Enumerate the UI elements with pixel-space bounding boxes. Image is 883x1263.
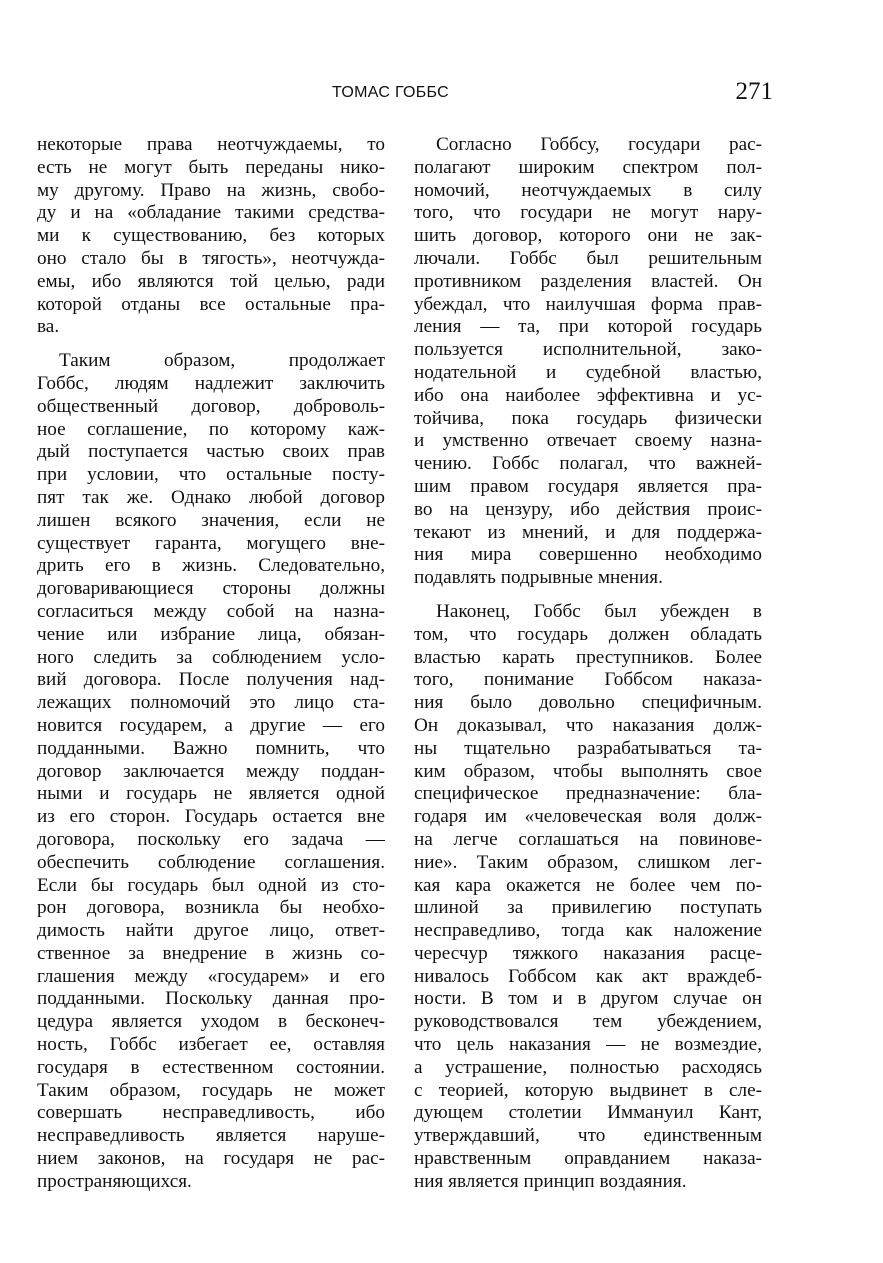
text-line: и умственно отвечает своему назна-	[414, 430, 762, 452]
text-line: руководствовался тем убеждением,	[414, 1011, 762, 1033]
text-line: шим правом государя является пра-	[414, 475, 762, 497]
text-line: ибо она наиболее эффективна и ус-	[414, 384, 762, 406]
text-line: утверждавший, что единственным	[414, 1125, 762, 1147]
text-line: подавлять подрывные мнения.	[414, 567, 663, 589]
paragraph-gap	[414, 590, 762, 601]
text-line: дрить его в жизнь. Следовательно,	[37, 555, 385, 577]
text-line: ности. В том и в другом случае он	[414, 988, 762, 1010]
text-line: номочий, неотчуждаемых в силу	[414, 179, 762, 201]
text-line: ние». Таким образом, слишком лег-	[414, 851, 762, 873]
text-line: некоторые права неотчуждаемы, то	[37, 134, 385, 155]
text-line: что цель наказания — не возмездие,	[414, 1034, 762, 1056]
text-line: шить договор, которого они не зак-	[414, 225, 762, 247]
text-line: Гоббс, людям надлежит заключить	[37, 372, 385, 394]
text-line: есть не могут быть переданы нико-	[37, 156, 385, 178]
text-line: существует гаранта, могущего вне-	[37, 532, 385, 554]
text-line: текают из мнений, и для поддержа-	[414, 521, 762, 543]
text-line: чению. Гоббс полагал, что важней-	[414, 453, 762, 475]
text-line: новится государем, а другие — его	[37, 714, 385, 736]
text-line: ными и государь не является одной	[37, 783, 385, 805]
text-line: Он доказывал, что наказания долж-	[414, 714, 762, 736]
text-line: Наконец, Гоббс был убежден в	[436, 600, 762, 622]
text-line: во на цензуру, ибо действия проис-	[414, 498, 762, 520]
text-line: совершать несправедливость, ибо	[37, 1102, 385, 1124]
text-line: государя в естественном состоянии.	[37, 1056, 385, 1078]
text-line: властью карать преступников. Более	[414, 646, 762, 668]
text-line: ного следить за соблюдением усло-	[37, 646, 385, 668]
text-line: ность, Гоббс избегает ее, оставляя	[37, 1034, 385, 1056]
text-line: ния мира совершенно необходимо	[414, 544, 762, 566]
text-line: оно стало бы в тягость», неотчужда-	[37, 247, 385, 269]
right-column	[414, 134, 762, 1194]
text-line: несправедливо, тогда как наложение	[414, 920, 762, 942]
text-line: которой отданы все остальные пра-	[37, 293, 385, 315]
text-line: договора, поскольку его задача —	[37, 828, 385, 850]
text-line: ны тщательно разрабатываться та-	[414, 737, 762, 759]
text-line: нием законов, на государя не рас-	[37, 1148, 385, 1170]
text-line: годаря им «человеческая воля долж-	[414, 806, 762, 828]
text-line: му другому. Право на жизнь, свобо-	[37, 179, 385, 201]
paragraph	[37, 350, 385, 1193]
text-line: пользуется исполнительной, зако-	[414, 339, 762, 361]
text-line: подданными. Поскольку данная про-	[37, 988, 385, 1010]
text-line: обеспечить соблюдение соглашения.	[37, 851, 385, 873]
text-line: глашения между «государем» и его	[37, 965, 385, 987]
text-line: договаривающиеся стороны должны	[37, 578, 385, 600]
text-line: том, что государь должен обладать	[414, 623, 762, 645]
text-line: согласиться между собой на назна-	[37, 600, 385, 622]
text-line: убеждал, что наилучшая форма прав-	[414, 293, 762, 315]
text-line: ное соглашение, по которому каж-	[37, 418, 385, 440]
text-line: договор заключается между поддан-	[37, 760, 385, 782]
text-line: тойчива, пока государь физически	[414, 407, 762, 429]
text-line: ми к существованию, без которых	[37, 225, 385, 247]
text-line: кая кара окажется не более чем по-	[414, 874, 762, 896]
text-line: рон договора, возникла бы необхо-	[37, 897, 385, 919]
text-line: вий договора. После получения над-	[37, 669, 385, 691]
text-line: ва.	[37, 316, 60, 338]
text-line: ния было довольно специфичным.	[414, 692, 762, 714]
paragraph	[37, 134, 385, 339]
text-line: лючали. Гоббс был решительным	[414, 247, 762, 269]
text-line: общественный договор, доброволь-	[37, 395, 385, 417]
text-line: Таким образом, продолжает	[59, 350, 385, 372]
text-line: того, понимание Гоббсом наказа-	[414, 669, 762, 691]
text-line: ким образом, чтобы выполнять свое	[414, 760, 762, 782]
text-line: ственное за внедрение в жизнь со-	[37, 942, 385, 964]
text-line: противником разделения властей. Он	[414, 270, 762, 292]
text-line: из его сторон. Государь остается вне	[37, 806, 385, 828]
text-line: ления — та, при которой государь	[414, 316, 762, 338]
text-line: шлиной за привилегию поступать	[414, 897, 762, 919]
text-line: дый поступается частью своих прав	[37, 441, 385, 463]
text-line: Согласно Гоббсу, государи рас-	[436, 134, 762, 155]
text-line: дующем столетии Иммануил Кант,	[414, 1102, 762, 1124]
text-line: специфическое предназначение: бла-	[414, 783, 762, 805]
text-line: пространяющихся.	[37, 1170, 192, 1192]
text-line: нодательной и судебной властью,	[414, 361, 762, 383]
text-line: а устрашение, полностью расходясь	[414, 1056, 762, 1078]
text-line: емы, ибо являются той целью, ради	[37, 270, 385, 292]
text-line: Если бы государь был одной из сто-	[37, 874, 385, 896]
text-line: пят так же. Однако любой договор	[37, 486, 385, 508]
text-line: ния является принцип воздаяния.	[414, 1170, 687, 1192]
text-line: лежащих полномочий это лицо ста-	[37, 692, 385, 714]
text-line: димость найти другое лицо, ответ-	[37, 920, 385, 942]
left-column	[37, 134, 385, 1194]
text-line: на легче соглашаться на повинове-	[414, 828, 762, 850]
text-line: нивалось Гоббсом как акт враждеб-	[414, 965, 762, 987]
paragraph	[414, 601, 762, 1194]
page-number: 271	[735, 78, 773, 105]
text-line: подданными. Важно помнить, что	[37, 737, 385, 759]
paragraph-gap	[37, 339, 385, 350]
text-line: полагают широким спектром пол-	[414, 156, 762, 178]
text-line: чересчур тяжкого наказания расце-	[414, 942, 762, 964]
running-head: ТОМАС ГОББС	[332, 84, 450, 101]
text-line: того, что государи не могут нару-	[414, 202, 762, 224]
paragraph	[414, 134, 762, 590]
text-line: лишен всякого значения, если не	[37, 509, 385, 531]
text-line: чение или избрание лица, обязан-	[37, 623, 385, 645]
text-line: при условии, что остальные посту-	[37, 464, 385, 486]
text-line: с теорией, которую выдвинет в сле-	[414, 1079, 762, 1101]
text-line: Таким образом, государь не может	[37, 1079, 385, 1101]
text-line: несправедливость является наруше-	[37, 1125, 385, 1147]
text-line: цедура является уходом в бесконеч-	[37, 1011, 385, 1033]
text-line: ду и на «обладание такими средства-	[37, 202, 385, 224]
text-line: нравственным оправданием наказа-	[414, 1148, 762, 1170]
